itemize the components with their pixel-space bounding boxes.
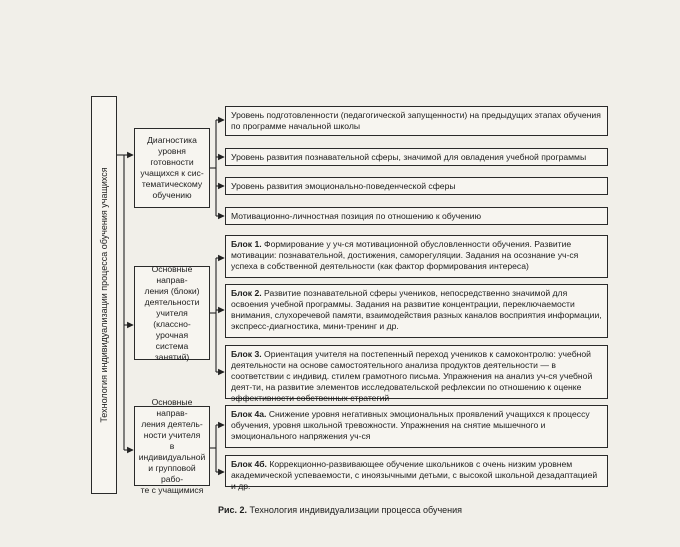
leaf-node-text: Уровень подготовленности (педагогической запущенности) на предыдущих этапах обучения по программе начальной школы <box>231 110 601 131</box>
leaf-node <box>225 177 608 195</box>
block-node-title: Блок 1. <box>231 239 262 249</box>
figure-caption-label: Рис. 2. <box>217 505 248 515</box>
leaf-node <box>225 106 608 136</box>
leaf-node-text: Уровень развития познавательной сферы, значимой для овладения учебной программы <box>231 151 587 162</box>
block-node-text: Коррекционно-развивающее обучение школьников с очень низким уровнем академической успеваемости, с иноязычными детьми, с высокой школьной дезадаптацией и др. <box>231 459 598 491</box>
block-node-title: Блок 4б. <box>231 459 267 469</box>
block-node <box>225 284 608 338</box>
figure-caption <box>0 505 680 515</box>
root-node-label: Технология индивидуализации процесса обучения учащихся <box>99 167 109 423</box>
block-node-text: Ориентация учителя на постепенный переход учеников к самоконтролю: учебной деятельности на основе самостоятельного анализа продуктов деятельности — в соответствии с индивид. стилем грамотного письма. Упражнения на анализ уч-ся учебной деят-ти, на развитие элементов исследовательской рефлексии по отношению к оценке эффективности собственных стратегий <box>231 349 593 403</box>
block-node-text: Развитие познавательной сферы учеников, непосредственно значимой для освоения учебной программы. Задания на развитие концентрации, переключаемости внимания, слухоречевой памяти, взаимодействия разных каналов восприятия информации, экспресс-диагностика, мини-тренинг и др. <box>231 288 602 331</box>
block-node-title: Блок 3. <box>231 349 262 359</box>
leaf-node-text: Уровень развития эмоционально-поведенческой сферы <box>231 180 456 191</box>
group-node-class-blocks <box>134 263 210 362</box>
block-node <box>225 235 608 278</box>
block-node-title: Блок 2. <box>231 288 262 298</box>
group-node-diagnostics <box>134 128 210 208</box>
block-node <box>225 405 608 448</box>
block-node-text: Снижение уровня негативных эмоциональных проявлений учащихся к процессу обучения, уровня школьной тревожности. Упражнения на снятие мышечного и эмоционального напряжения уч-ся <box>231 409 590 441</box>
block-node <box>225 455 608 491</box>
block-node-title: Блок 4а. <box>231 409 267 419</box>
root-node <box>91 96 117 494</box>
leaf-node <box>225 148 608 166</box>
leaf-node <box>225 207 608 225</box>
group-node-individual-work-label: Основные направ- ления деятель- ности учителя в индивидуальной и групповой рабо- те с учащимися <box>138 396 206 495</box>
leaf-node-text: Мотивационно-личностная позиция по отношению к обучению <box>231 210 482 221</box>
group-node-individual-work <box>134 396 210 495</box>
figure-caption-text: Технология индивидуализации процесса обучения <box>249 505 463 515</box>
block-node <box>225 345 608 403</box>
group-node-class-blocks-label: Основные направ- ления (блоки) деятельности учителя (классно- урочная система занятий) <box>144 263 200 362</box>
group-node-diagnostics-label: Диагностика уровня готовности учащихся к сис- тематическому обучению <box>140 135 204 200</box>
block-node-text: Формирование у уч-ся мотивационной обусловленности обучения. Развитие мотивации: познавательной, достижения, саморегуляции. Задания на осознание уч-ся успеха в собственной деятельности (как фактор формирования интереса) <box>231 239 579 271</box>
